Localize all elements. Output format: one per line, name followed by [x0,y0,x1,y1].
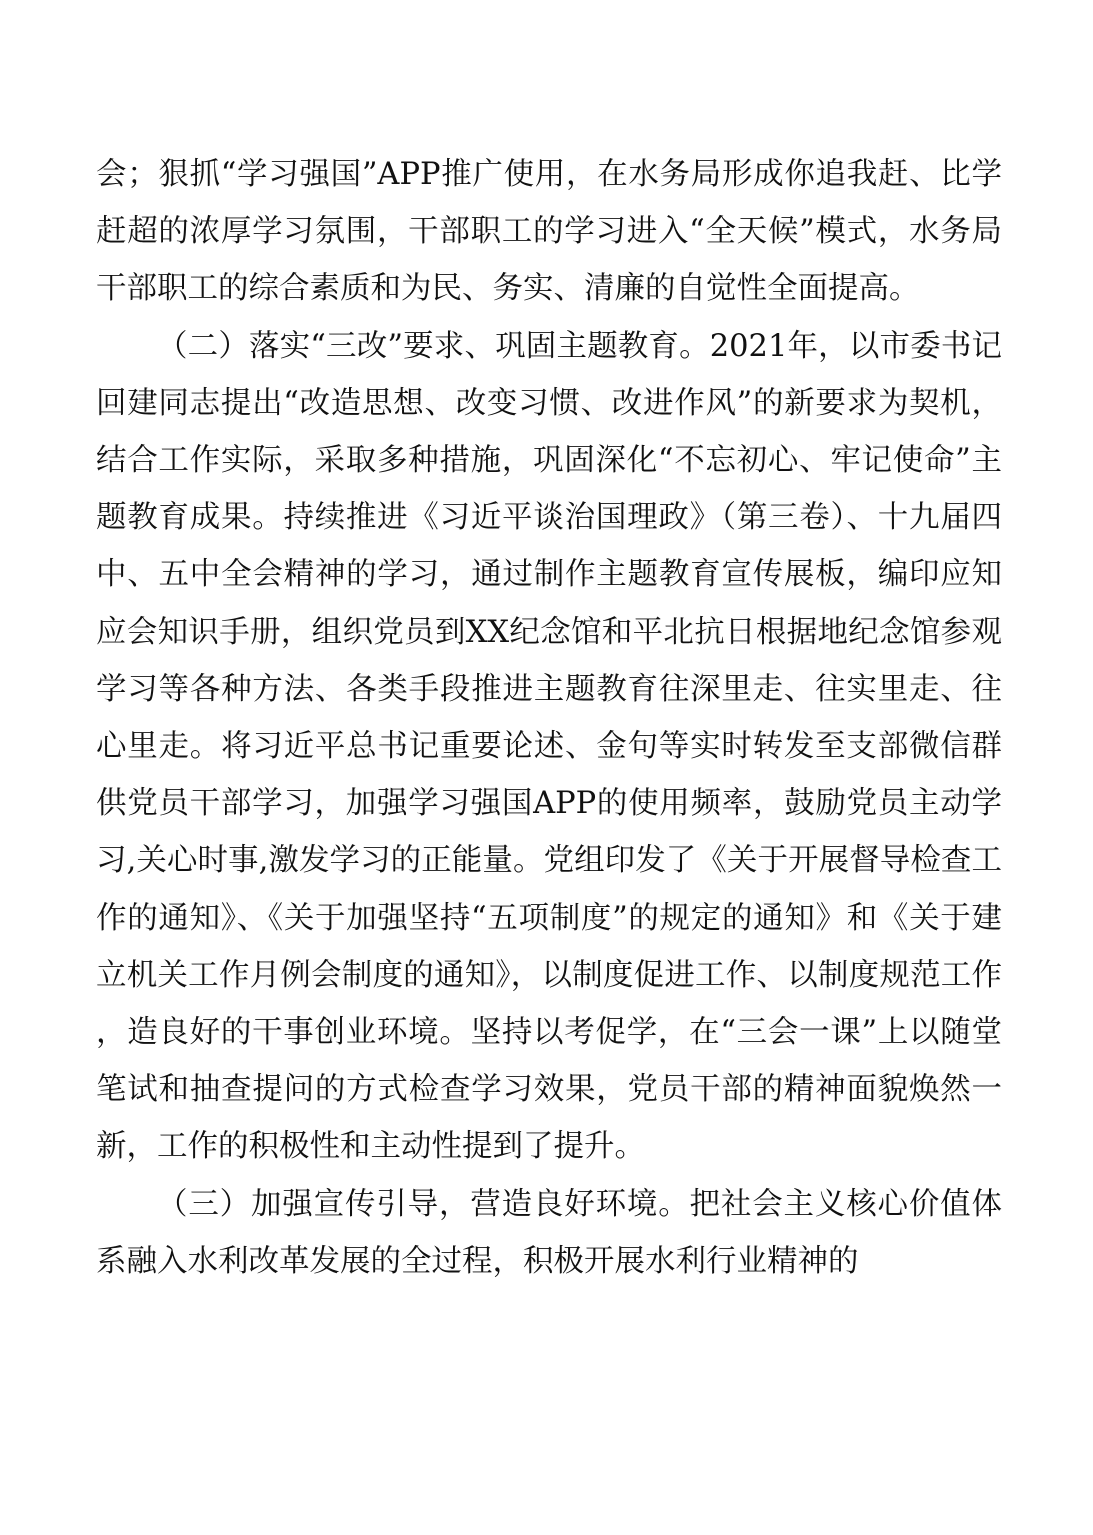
paragraph-section-two: （二）落实“三改”要求、巩固主题教育。2021年，以市委书记回建同志提出“改造思想、改变习惯、改进作风”的新要求为契机，结合工作实际，采取多种措施，巩固深化“不忘初心、牢记使命”主题教育成果。持续推进《习近平谈治国理政》（第三卷）、十九届四中、五中全会精神的学习，通过制作主题教育宣传展板，编印应知应会知识手册，组织党员到XX纪念馆和平北抗日根据地纪念馆参观学习等各种方法、各类手段推进主题教育往深里走、往实里走、往心里走。将习近平总书记重要论述、金句等实时转发至支部微信群供党员干部学习，加强学习强国APP的使用频率，鼓励党员主动学习,关心时事,激发学习的正能量。党组印发了《关于开展督导检查工作的通知》、《关于加强坚持“五项制度”的规定的通知》和《关于建立机关工作月例会制度的通知》，以制度促进工作、以制度规范工作，造良好的干事创业环境。坚持以考促学，在“三会一课”上以随堂笔试和抽查提问的方式检查学习效果，党员干部的精神面貌焕然一新，工作的积极性和主动性提到了提升。 [96,328,1002,1165]
document-page [96,146,1002,1290]
paragraph-continuation: 会；狠抓“学习强国”APP推广使用，在水务局形成你追我赶、比学赶超的浓厚学习氛围，干部职工的学习进入“全天候”模式，水务局干部职工的综合素质和为民、务实、清廉的自觉性全面提高。 [96,157,1002,307]
paragraph-section-three: （三）加强宣传引导，营造良好环境。把社会主义核心价值体系融入水利改革发展的全过程，积极开展水利行业精神的 [96,1186,1002,1279]
